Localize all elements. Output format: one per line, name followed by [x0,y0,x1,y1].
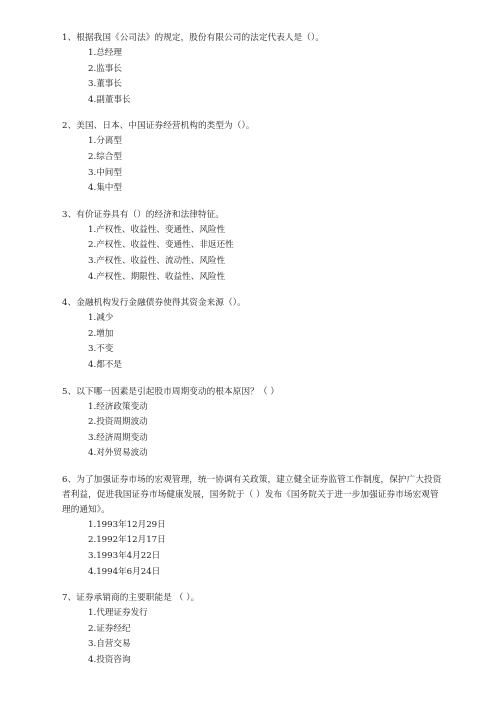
question-stem: 4、金融机构发行金融债券使得其资金来源（）。 [62,298,246,309]
question-stem: 1、根据我国《公司法》的规定，股份有限公司的法定代表人是（）。 [62,33,325,43]
option-2: 2.证券经纪 [88,623,131,634]
option-3: 3.董事长 [88,79,122,90]
question-3 [62,208,442,285]
option-3: 3.1993年4月22日 [88,551,161,562]
option-4: 4.对外贸易波动 [88,448,148,459]
option-2: 2.投资周期波动 [88,417,148,428]
option-1: 1.减少 [88,313,114,324]
option-3: 3.不变 [88,344,114,355]
option-1: 1.产权性、收益性、变通性、风险性 [88,224,226,235]
question-1 [62,31,442,108]
question-list [62,31,442,680]
option-1: 1.总经理 [88,48,122,58]
question-stem: 7、证券承销商的主要职能是 （ ）。 [62,593,200,604]
option-2: 2.增加 [88,328,114,339]
question-stem: 3、有价证券具有（）的经济和法律特征。 [62,209,225,220]
question-2 [62,119,442,196]
option-2: 2.监事长 [88,63,122,74]
option-3: 3.自营交易 [88,639,131,650]
question-stem: 6、为了加强证券市场的宏观管理，统一协调有关政策，建立健全证券监管工作制度，保护广大投资者利益，促进我国证券市场健康发展，国务院于（ ）发布《国务院关于进一步加强证券市场宏观管理的通知》。 [62,474,442,515]
option-1: 1.1993年12月29日 [88,519,166,530]
option-1: 1.经济政策变动 [88,401,148,412]
option-4: 4.集中型 [88,183,122,194]
option-4: 4.副董事长 [88,94,131,105]
option-4: 4.产权性、期限性、收益性、风险性 [88,271,226,282]
question-7 [62,591,442,668]
question-stem: 5、以下哪一因素是引起股市周期变动的根本原因？（ ） [62,386,280,397]
option-3: 3.产权性、收益性、流动性、风险性 [88,255,226,266]
option-3: 3.经济周期变动 [88,432,148,443]
option-2: 2.综合型 [88,151,122,162]
option-1: 1.分离型 [88,136,122,147]
option-3: 3.中间型 [88,167,122,178]
question-4 [62,296,442,373]
question-6 [62,473,442,580]
option-4: 4.投资咨询 [88,655,131,666]
option-4: 4.1994年6月24日 [88,566,161,577]
option-1: 1.代理证券发行 [88,608,148,619]
option-2: 2.产权性、收益性、变通性、非返还性 [88,240,234,251]
option-4: 4.都不是 [88,359,122,370]
question-5 [62,385,442,462]
question-stem: 2、美国、日本、中国证券经营机构的类型为（）。 [62,121,255,132]
option-2: 2.1992年12月17日 [88,535,166,546]
